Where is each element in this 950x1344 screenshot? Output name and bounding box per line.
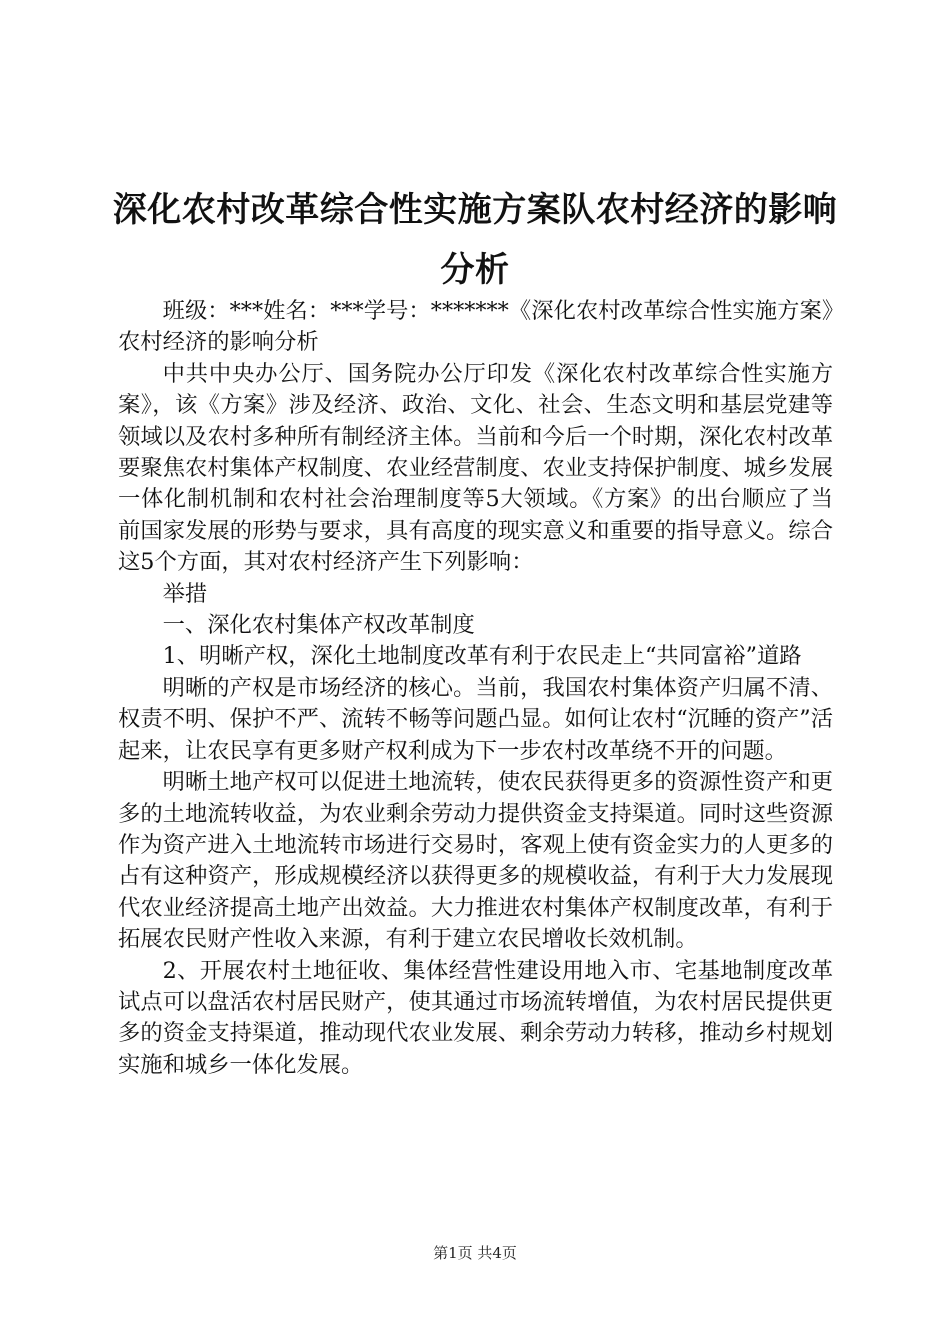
paragraph-student-info: 班级：***姓名：***学号：*******《深化农村改革综合性实施方案》农村经济的影响分析 bbox=[118, 298, 833, 356]
document-body bbox=[118, 296, 833, 1081]
page-footer: 第1页 共4页 bbox=[433, 1244, 517, 1262]
section-heading-1: 一、深化农村集体产权改革制度 bbox=[162, 612, 475, 639]
paragraph-pilot-reform: 2、开展农村土地征收、集体经营性建设用地入市、宅基地制度改革试点可以盘活农村居民财产，使其通过市场流转增值，为农村居民提供更多的资金支持渠道，推动现代农业发展、剩余劳动力转移，推动乡村规划实施和城乡一体化发展。 bbox=[118, 957, 833, 1078]
paragraph-land-circulation: 明晰土地产权可以促进土地流转，使农民获得更多的资源性资产和更多的土地流转收益，为农业剩余劳动力提供资金支持渠道。同时这些资源作为资产进入土地流转市场进行交易时，客观上使有资金实力的人更多的占有这种资产，形成规模经济以获得更多的规模收益，有利于大力发展现代农业经济提高土地产出效益。大力推进农村集体产权制度改革，有利于拓展农民财产性收入来源，有利于建立农民增收长效机制。 bbox=[118, 769, 833, 953]
paragraph-measures-heading: 举措 bbox=[162, 580, 208, 607]
document-title: 深化农村改革综合性实施方案队农村经济的影响分析 bbox=[112, 190, 838, 290]
subsection-heading-1: 1、明晰产权，深化土地制度改革有利于农民走上“共同富裕”道路 bbox=[162, 643, 802, 670]
paragraph-intro: 中共中央办公厅、国务院办公厅印发《深化农村改革综合性实施方案》，该《方案》涉及经济、政治、文化、社会、生态文明和基层党建等领域以及农村多种所有制经济主体。当前和今后一个时期，深化农村改革要聚焦农村集体产权制度、农业经营制度、农业支持保护制度、城乡发展一体化制机制和农村社会治理制度等5大领域。《方案》的出台顺应了当前国家发展的形势与要求，具有高度的现实意义和重要的指导意义。综合这5个方面，其对农村经济产生下列影响： bbox=[118, 360, 833, 576]
paragraph-property-rights: 明晰的产权是市场经济的核心。当前，我国农村集体资产归属不清、权责不明、保护不严、流转不畅等问题凸显。如何让农村“沉睡的资产”活起来，让农民享有更多财产权利成为下一步农村改革绕不开的问题。 bbox=[118, 674, 833, 764]
